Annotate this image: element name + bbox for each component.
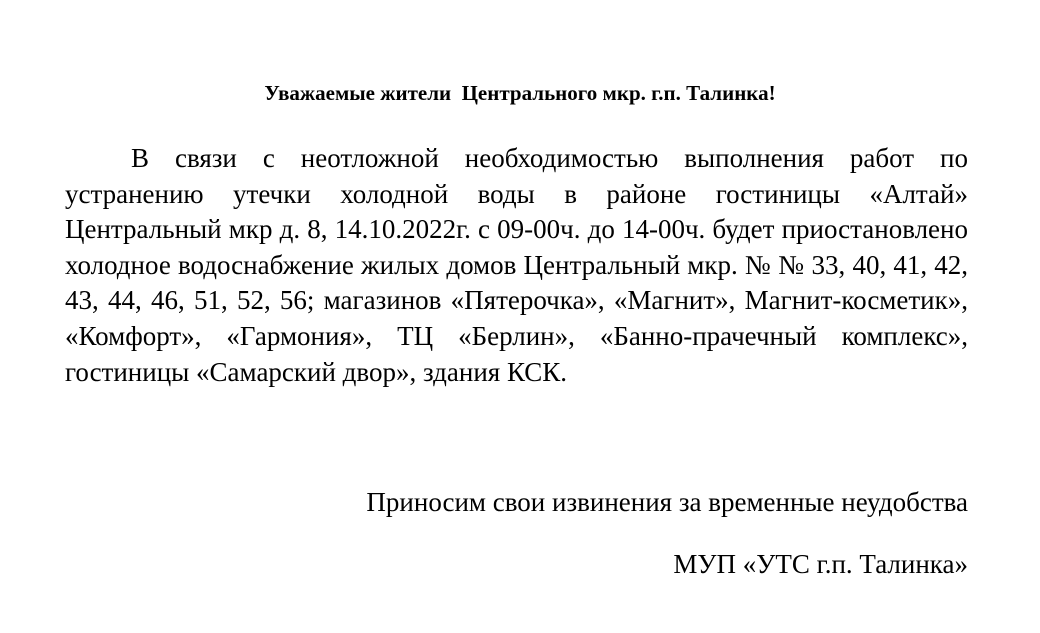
signature-line: МУП «УТС г.п. Талинка» xyxy=(673,549,968,579)
notice-body: В связи с неотложной необходимостью выполнения работ по устранению утечки холодной воды в районе гостиницы «Алтай» Центральный мкр д. 8, 14.10.2022г. с 09-00ч. до 14-00ч. будет приостановлено холодное водоснабжение жилых домов Центральный мкр. № № 33, 40, 41, 42, 43, 44, 46, 51, 52, 56; магазинов «Пятерочка», «Магнит», Магнит-косметик», «Комфорт», «Гармония», ТЦ «Берлин», «Банно-прачечный комплекс», гостиницы «Самарский двор», здания КСК. xyxy=(65,143,968,387)
apology-line: Приносим свои извинения за временные неудобства xyxy=(366,487,968,517)
notice-title: Уважаемые жители Центрального мкр. г.п. Талинка! xyxy=(264,81,776,105)
